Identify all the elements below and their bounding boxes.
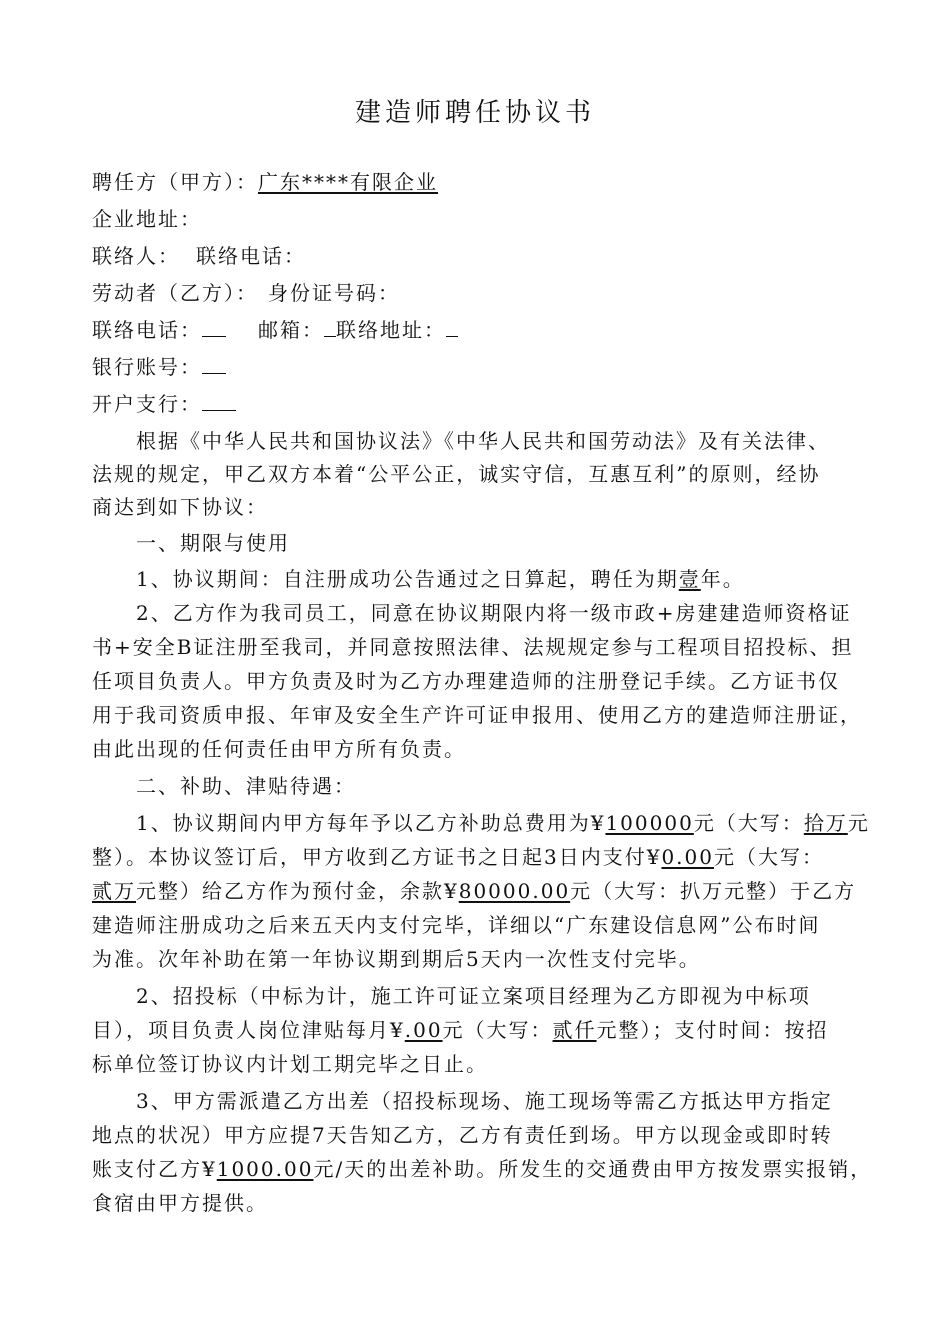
s2-item-2-line-3: 标单位签订协议内计划工期完毕之日止。 xyxy=(92,1052,488,1076)
employer-name: 广东****有限企业 xyxy=(258,170,438,194)
phone-email-line xyxy=(92,316,458,344)
contact-address-blank xyxy=(446,318,458,337)
balance: 80000.00 xyxy=(458,879,571,903)
s2-item-1-text-a: 1、协议期间内甲方每年予以乙方补助总费用为¥ xyxy=(136,811,606,835)
bank-branch-label: 开户支行： xyxy=(92,392,202,416)
bank-account-line xyxy=(92,353,226,381)
daily-allowance: 1000.00 xyxy=(216,1157,314,1181)
worker-label: 劳动者（乙方）： xyxy=(92,281,258,305)
s1-item-2-line-4: 用于我司资质申报、年审及安全生产许可证申报用、使用乙方的建造师注册证， xyxy=(92,703,862,727)
intro-line-3: 商达到如下协议： xyxy=(92,495,268,519)
email-label: 邮箱： xyxy=(258,318,324,342)
contact-line xyxy=(92,242,306,270)
s2-item-1-line-1 xyxy=(136,809,870,837)
s2-item-1-text-g: 元（大写：扒万元整）于乙方 xyxy=(570,879,857,903)
s2-item-2-line-1: 2、招投标（中标为计，施工许可证立案项目经理为乙方即视为中标项 xyxy=(136,984,811,1008)
prepayment: 0.00 xyxy=(661,845,714,869)
s2-item-3-line-2: 地点的状况）甲方应提7天告知乙方，乙方有责任到场。甲方以现金或即时转 xyxy=(92,1123,833,1147)
term-years: 壹 xyxy=(678,567,701,591)
s1-item-1-suffix: 年。 xyxy=(700,567,745,591)
s2-item-1-line-3 xyxy=(92,877,856,905)
s2-item-3-text-c: 账支付乙方¥ xyxy=(92,1157,217,1181)
bank-account-blank xyxy=(202,355,226,374)
intro-line-2: 法规的规定，甲乙双方本着“公平公正，诚实守信，互惠互利”的原则，经协 xyxy=(92,462,821,486)
contact-address-label: 联络地址： xyxy=(336,318,446,342)
s2-item-2-line-2 xyxy=(92,1016,829,1044)
contact-label: 联络人： xyxy=(92,244,180,268)
s2-item-2-text-b: 目），项目负责人岗位津贴每月¥ xyxy=(92,1018,405,1042)
bank-branch-blank xyxy=(202,392,236,411)
s2-item-1-line-2 xyxy=(92,843,824,871)
s2-item-1-text-b: 元（大写： xyxy=(693,811,804,835)
s1-item-2-line-2: 书+安全B证注册至我司，并同意按照法律、法规规定参与工程项目招投标、担 xyxy=(92,635,854,659)
section-2-title: 二、补助、津贴待遇： xyxy=(136,774,356,798)
total-subsidy-cn: 拾万 xyxy=(803,811,848,835)
s1-item-2-line-5: 由此出现的任何责任由甲方所有负责。 xyxy=(92,737,466,761)
contact-phone-label: 联络电话： xyxy=(196,244,306,268)
s1-item-1 xyxy=(136,565,745,593)
s1-item-2-line-3: 任项目负责人。甲方负责及时为乙方办理建造师的注册登记手续。乙方证书仅 xyxy=(92,669,840,693)
s2-item-1-text-c: 元 xyxy=(847,811,870,835)
s2-item-3-line-1: 3、甲方需派遣乙方出差（招投标现场、施工现场等需乙方抵达甲方指定 xyxy=(136,1089,833,1113)
employer-label: 聘任方（甲方）： xyxy=(92,170,258,194)
s2-item-3-line-4: 食宿由甲方提供。 xyxy=(92,1191,268,1215)
bank-branch-line xyxy=(92,390,236,418)
prepayment-cn: 贰万 xyxy=(92,879,136,903)
bank-account-label: 银行账号： xyxy=(92,355,202,379)
s2-item-2-text-c: 元（大写： xyxy=(442,1018,553,1042)
s2-item-1-line-4: 建造师注册成功之后来五天内支付完毕，详细以“广东建设信息网”公布时间 xyxy=(92,913,821,937)
intro-line-1: 根据《中华人民共和国协议法》《中华人民共和国劳动法》及有关法律、 xyxy=(136,429,830,453)
monthly-allowance-cn: 贰仟 xyxy=(552,1018,597,1042)
s2-item-1-line-5: 为准。次年补助在第一年协议期到期后5天内一次性支付完毕。 xyxy=(92,947,701,971)
address-label: 企业地址： xyxy=(92,207,202,231)
employer-line xyxy=(92,168,438,196)
s2-item-1-text-f: 元整）给乙方作为预付金，余款¥ xyxy=(136,879,459,903)
phone-blank xyxy=(202,318,226,337)
total-subsidy: 100000 xyxy=(605,811,694,835)
s1-item-2-line-1: 2、乙方作为我司员工，同意在协议期限内将一级市政+房建建造师资格证 xyxy=(136,601,852,625)
email-blank xyxy=(324,318,336,337)
s2-item-1-text-d: 整）。本协议签订后，甲方收到乙方证书之日起3日内支付¥ xyxy=(92,845,662,869)
s2-item-2-text-d: 元整）；支付时间：按招 xyxy=(596,1018,829,1042)
s2-item-1-text-e: 元（大写： xyxy=(713,845,824,869)
monthly-allowance: .00 xyxy=(404,1018,443,1042)
phone-label: 联络电话： xyxy=(92,318,202,342)
s2-item-3-text-d: 元/天的出差补助。所发生的交通费由甲方按发票实报销， xyxy=(313,1157,873,1181)
id-label: 身份证号码： xyxy=(268,281,400,305)
section-1-title: 一、期限与使用 xyxy=(136,531,290,555)
worker-line xyxy=(92,279,400,307)
document-title: 建造师聘任协议书 xyxy=(354,98,595,128)
s1-item-1-text: 1、协议期间：自注册成功公告通过之日算起，聘任为期 xyxy=(136,567,679,591)
address-line xyxy=(92,205,202,233)
s2-item-3-line-3 xyxy=(92,1155,872,1183)
